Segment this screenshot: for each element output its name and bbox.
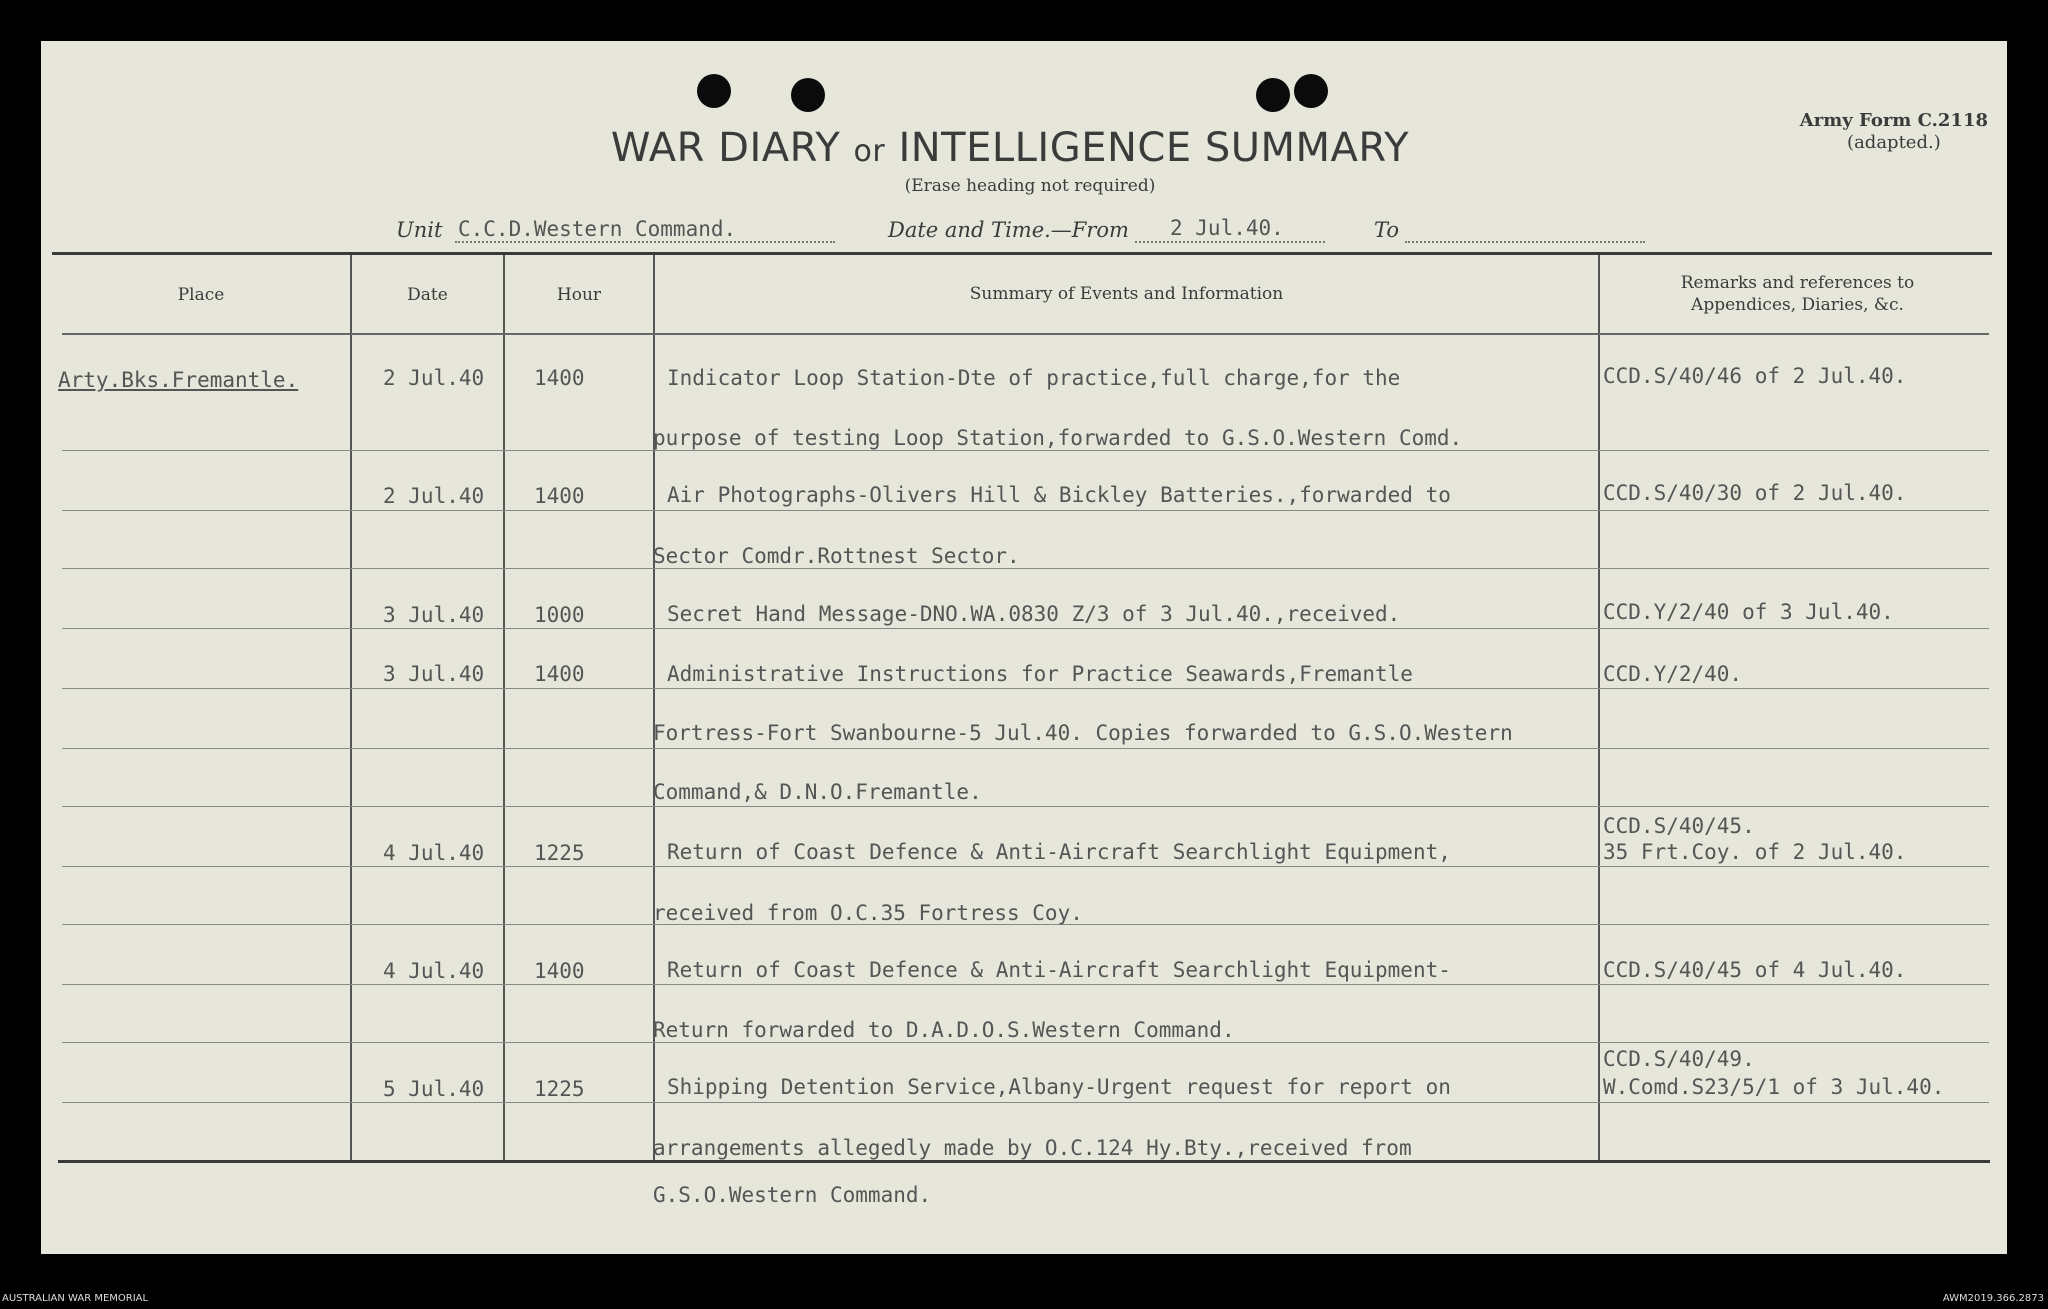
entry-summary-line: arrangements allegedly made by O.C.124 Hy.Bty.,received from: [653, 1136, 1412, 1160]
row-line: [62, 568, 1989, 569]
entry-hour: 1400: [534, 484, 585, 508]
punch-hole: [1256, 78, 1290, 112]
date-dotted-line: [1135, 241, 1325, 243]
entry-hour: 1400: [534, 959, 585, 983]
row-line: [62, 1042, 1989, 1043]
remarks-header-line: Appendices, Diaries, &c.: [1691, 295, 1904, 315]
entry-hour: 1400: [534, 366, 585, 390]
column-divider: [503, 255, 505, 1160]
entry-hour: 1225: [534, 1077, 585, 1101]
archive-credit: AUSTRALIAN WAR MEMORIAL: [2, 1293, 149, 1304]
form-subtitle: (Erase heading not required): [904, 176, 1156, 196]
row-line: [62, 866, 1989, 867]
title-war-diary: WAR DIARY: [610, 125, 841, 171]
row-line: [62, 748, 1989, 749]
column-header-place: Place: [177, 285, 225, 305]
army-form-note: (adapted.): [1847, 132, 1941, 153]
unit-value: C.C.D.Western Command.: [458, 217, 737, 241]
entry-remark: CCD.S/40/30 of 2 Jul.40.: [1603, 481, 1907, 505]
entry-summary-line: G.S.O.Western Command.: [653, 1183, 932, 1207]
punch-hole: [697, 74, 731, 108]
form-title: [560, 125, 1460, 171]
unit-label: Unit: [396, 218, 443, 242]
entry-remark: CCD.S/40/45 of 4 Jul.40.: [1603, 958, 1907, 982]
row-line: [62, 450, 1989, 451]
entry-remark: W.Comd.S23/5/1 of 3 Jul.40.: [1603, 1075, 1945, 1099]
column-header-hour: Hour: [556, 285, 602, 305]
punch-hole: [791, 78, 825, 112]
punch-hole: [1294, 74, 1328, 108]
entry-date: 4 Jul.40: [383, 959, 485, 983]
army-form-number: Army Form C.2118: [1799, 110, 1988, 131]
entry-hour: 1400: [534, 662, 585, 686]
table-top-rule: [52, 252, 1992, 255]
row-line: [62, 806, 1989, 807]
table-bottom-rule: [58, 1160, 1990, 1163]
entry-date: 3 Jul.40: [383, 662, 485, 686]
row-line: [62, 688, 1989, 689]
row-line: [62, 510, 1989, 511]
header-divider: [62, 333, 1989, 335]
entry-summary-line: received from O.C.35 Fortress Coy.: [653, 901, 1083, 925]
title-intelligence-summary: INTELLIGENCE SUMMARY: [898, 125, 1410, 171]
row-line: [62, 628, 1989, 629]
entry-summary-line: Command,& D.N.O.Fremantle.: [653, 780, 982, 804]
to-label: To: [1374, 218, 1400, 242]
remarks-header-line: Remarks and references to: [1680, 273, 1915, 293]
column-divider: [350, 255, 352, 1160]
entry-date: 4 Jul.40: [383, 841, 485, 865]
entry-date: 2 Jul.40: [383, 484, 485, 508]
entry-summary-line: Secret Hand Message-DNO.WA.0830 Z/3 of 3 Jul.40.,received.: [667, 602, 1401, 626]
entry-date: 3 Jul.40: [383, 603, 485, 627]
entry-hour: 1000: [534, 603, 585, 627]
entry-summary-line: Return of Coast Defence & Anti-Aircraft Searchlight Equipment,: [667, 840, 1451, 864]
entry-summary-line: Return of Coast Defence & Anti-Aircraft Searchlight Equipment-: [667, 958, 1451, 982]
entry-summary-line: Sector Comdr.Rottnest Sector.: [653, 544, 1020, 568]
entry-remark: CCD.S/40/46 of 2 Jul.40.: [1603, 364, 1907, 388]
entry-remark: CCD.Y/2/40.: [1603, 662, 1743, 686]
unit-dotted-line: [455, 241, 835, 243]
entry-summary-line: Shipping Detention Service,Albany-Urgent request for report on: [667, 1075, 1451, 1099]
row-line: [62, 1102, 1989, 1103]
to-dotted-line: [1405, 241, 1645, 243]
column-divider: [1598, 255, 1600, 1160]
date-time-label: Date and Time.—From: [888, 218, 1129, 242]
column-header-summary: Summary of Events and Information: [969, 284, 1284, 304]
entry-hour: 1225: [534, 841, 585, 865]
entry-remark: CCD.Y/2/40 of 3 Jul.40.: [1603, 600, 1894, 624]
entry-date: 5 Jul.40: [383, 1077, 485, 1101]
entry-place: Arty.Bks.Fremantle.: [58, 368, 299, 392]
entry-summary-line: Air Photographs-Olivers Hill & Bickley Batteries.,forwarded to: [667, 483, 1451, 507]
date-from-value: 2 Jul.40.: [1170, 216, 1284, 240]
entry-date: 2 Jul.40: [383, 366, 485, 390]
entry-summary-line: Return forwarded to D.A.D.O.S.Western Command.: [653, 1018, 1235, 1042]
army-form-id: [1800, 110, 1988, 154]
column-header-remarks: [1600, 272, 1995, 316]
row-line: [62, 984, 1989, 985]
entry-remark: 35 Frt.Coy. of 2 Jul.40.: [1603, 840, 1907, 864]
entry-summary-line: Administrative Instructions for Practice Seawards,Fremantle: [667, 662, 1413, 686]
entry-remark: CCD.S/40/49.: [1603, 1047, 1755, 1071]
entry-remark: CCD.S/40/45.: [1603, 814, 1755, 838]
entry-summary-line: Indicator Loop Station-Dte of practice,full charge,for the: [667, 366, 1401, 390]
column-header-date: Date: [407, 285, 448, 305]
entry-summary-line: purpose of testing Loop Station,forwarded to G.S.O.Western Comd.: [653, 426, 1463, 450]
title-or: or: [853, 134, 886, 169]
entry-summary-line: Fortress-Fort Swanbourne-5 Jul.40. Copies forwarded to G.S.O.Western: [653, 721, 1513, 745]
archive-reference: AWM2019.366.2873: [1942, 1293, 2044, 1304]
